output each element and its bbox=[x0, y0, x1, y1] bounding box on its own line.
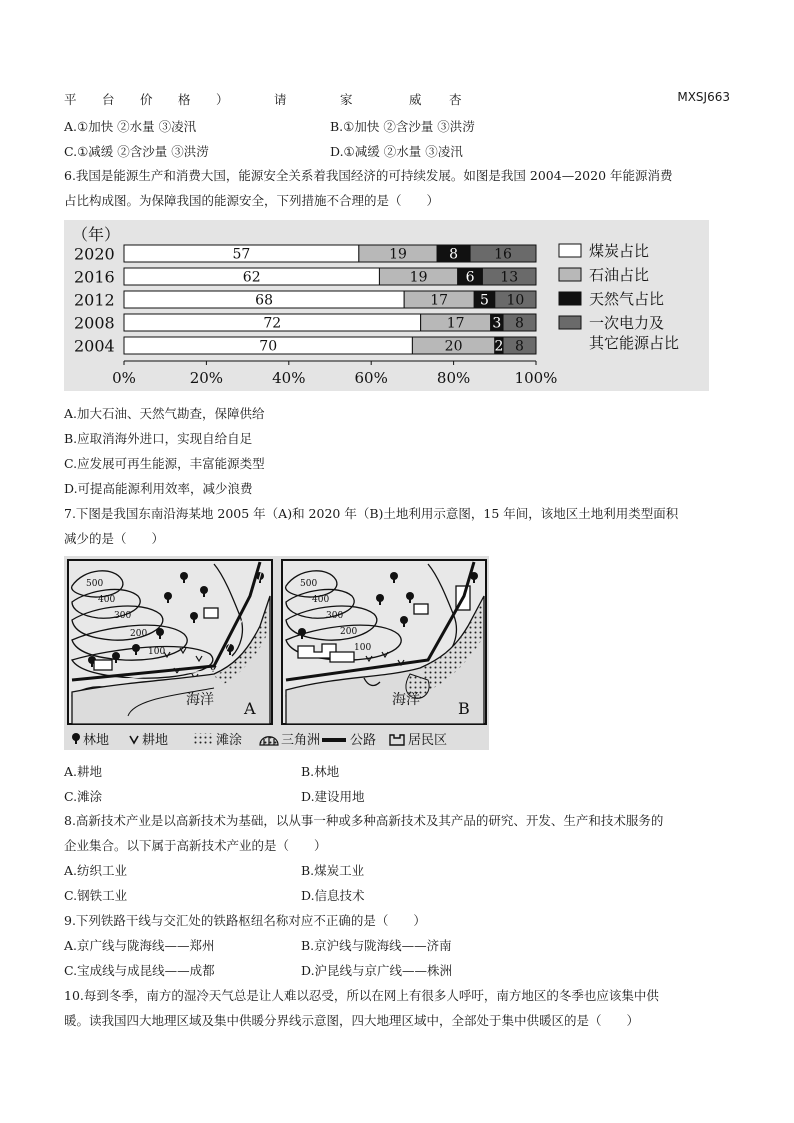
header-char: 威 bbox=[409, 92, 422, 107]
road-icon bbox=[322, 738, 346, 742]
energy-chart-figure bbox=[64, 220, 709, 391]
page-header bbox=[64, 90, 730, 108]
legend-road: 公路 bbox=[350, 733, 377, 748]
chart-x-tick-label: 60% bbox=[354, 369, 388, 387]
header-char: 杏 bbox=[449, 92, 462, 107]
contour-label: 100 bbox=[148, 647, 166, 657]
legend-residential: 居民区 bbox=[408, 733, 448, 748]
chart-data-label: 72 bbox=[263, 315, 282, 332]
q10-stem-line2: 暖。读我国四大地理区域及集中供暖分界线示意图，四大地理区域中，全部处于集中供暖区的是（ ） bbox=[64, 1013, 640, 1028]
chart-data-label: 10 bbox=[506, 292, 525, 309]
chart-x-tick-label: 40% bbox=[272, 369, 306, 387]
land-use-map-figure bbox=[64, 556, 489, 750]
tidal-flat-icon bbox=[192, 733, 214, 745]
tree-icon bbox=[72, 733, 80, 744]
chart-data-label: 70 bbox=[259, 338, 278, 355]
header-char: 价 bbox=[140, 92, 153, 107]
q5-option-d[interactable]: D.①减缓 ②水量 ③凌汛 bbox=[330, 144, 463, 159]
chart-data-label: 8 bbox=[515, 338, 524, 355]
legend-forest: 林地 bbox=[83, 733, 110, 748]
chart-data-label: 17 bbox=[430, 292, 449, 309]
q9-option-c[interactable]: C.宝成线与成昆线——成都 bbox=[64, 963, 215, 978]
q9-option-a[interactable]: A.京广线与陇海线——郑州 bbox=[64, 938, 215, 953]
chart-x-tick-label: 100% bbox=[514, 369, 558, 387]
chart-data-label: 68 bbox=[255, 292, 273, 309]
chart-data-label: 5 bbox=[480, 292, 489, 309]
q6-stem-line2: 占比构成图。为保障我国的能源安全，下列措施不合理的是（ ） bbox=[64, 193, 440, 208]
header-char: 请 bbox=[274, 92, 287, 107]
q8-stem-line1: 8.高新技术产业是以高新技术为基础，以从事一种或多种高新技术及其产品的研究、开发、生产和技术服务的 bbox=[64, 813, 664, 828]
farmland-icon bbox=[130, 736, 138, 743]
q8-stem-line2: 企业集合。以下属于高新技术产业的是（ ） bbox=[64, 838, 327, 853]
chart-data-label: 57 bbox=[232, 246, 251, 263]
sea-label-b: 海洋 bbox=[392, 692, 420, 708]
chart-data-label: 3 bbox=[492, 315, 502, 332]
q9-stem: 9.下列铁路干线与交汇处的铁路枢纽名称对应不正确的是（ ） bbox=[64, 913, 426, 928]
q7-option-c[interactable]: C.滩涂 bbox=[64, 789, 103, 804]
q6-option-d[interactable]: D.可提高能源利用效率，减少浪费 bbox=[64, 481, 253, 496]
q9-option-d[interactable]: D.沪昆线与京广线——株洲 bbox=[301, 963, 453, 978]
legend-farmland: 耕地 bbox=[142, 733, 169, 748]
chart-x-tick-label: 20% bbox=[189, 369, 224, 387]
chart-data-label: 19 bbox=[409, 269, 428, 286]
contour-label: 100 bbox=[354, 643, 372, 653]
q6-option-b[interactable]: B.应取消海外进口，实现自给自足 bbox=[64, 431, 253, 446]
q7-stem-line2: 减少的是（ ） bbox=[64, 531, 165, 546]
q7-option-b[interactable]: B.林地 bbox=[301, 764, 340, 779]
chart-legend-swatch bbox=[559, 292, 581, 305]
q9-option-b[interactable]: B.京沪线与陇海线——济南 bbox=[301, 938, 452, 953]
chart-data-label: 6 bbox=[465, 269, 475, 286]
residential-icon bbox=[390, 735, 404, 745]
chart-legend-swatch bbox=[559, 244, 581, 257]
chart-legend-label: 天然气占比 bbox=[589, 290, 665, 308]
map-legend bbox=[72, 732, 447, 748]
q6-option-a[interactable]: A.加大石油、天然气勘查，保障供给 bbox=[64, 406, 265, 421]
chart-category-label: 2008 bbox=[74, 313, 115, 333]
contour-label: 200 bbox=[130, 629, 148, 639]
chart-legend-label: 煤炭占比 bbox=[589, 242, 650, 260]
chart-category-label: 2016 bbox=[74, 267, 115, 287]
header-char: 家 bbox=[340, 92, 353, 107]
contour-label: 300 bbox=[326, 611, 344, 621]
contour-label: 300 bbox=[114, 611, 132, 621]
chart-legend-swatch bbox=[559, 268, 581, 281]
energy-stacked-bar-chart bbox=[64, 220, 709, 391]
chart-data-label: 8 bbox=[449, 246, 459, 263]
chart-data-label: 13 bbox=[500, 269, 519, 286]
chart-data-label: 62 bbox=[242, 269, 261, 286]
chart-legend-swatch bbox=[559, 316, 581, 329]
chart-data-label: 2 bbox=[494, 338, 504, 355]
header-char: 格 bbox=[178, 92, 191, 107]
map-panel-b bbox=[282, 560, 486, 724]
q8-option-c[interactable]: C.钢铁工业 bbox=[64, 888, 128, 903]
delta-icon bbox=[260, 737, 278, 745]
contour-label: 400 bbox=[98, 595, 116, 605]
q8-option-a[interactable]: A.纺织工业 bbox=[64, 863, 128, 878]
q7-option-d[interactable]: D.建设用地 bbox=[301, 789, 365, 804]
doc-code: MXSJ663 bbox=[677, 90, 730, 104]
chart-y-axis-label: （年） bbox=[72, 225, 121, 244]
q5-option-c[interactable]: C.①减缓 ②含沙量 ③洪涝 bbox=[64, 144, 209, 159]
contour-label: 500 bbox=[86, 579, 104, 589]
panel-a-label: A bbox=[244, 699, 256, 718]
chart-category-label: 2004 bbox=[74, 336, 115, 356]
chart-data-label: 8 bbox=[515, 315, 524, 332]
q6-option-c[interactable]: C.应发展可再生能源，丰富能源类型 bbox=[64, 456, 265, 471]
q7-option-a[interactable]: A.耕地 bbox=[64, 764, 103, 779]
contour-label: 500 bbox=[300, 579, 318, 589]
q10-stem-line1: 10.每到冬季，南方的湿冷天气总是让人难以忍受，所以在网上有很多人呼吁，南方地区的冬季也应该集中供 bbox=[64, 988, 659, 1003]
chart-category-label: 2012 bbox=[74, 290, 115, 310]
q8-option-b[interactable]: B.煤炭工业 bbox=[301, 863, 365, 878]
chart-x-tick-label: 0% bbox=[112, 369, 136, 387]
chart-legend-label: 石油占比 bbox=[589, 266, 650, 284]
chart-data-label: 20 bbox=[444, 338, 463, 355]
map-panel-a bbox=[68, 560, 272, 724]
chart-category-label: 2020 bbox=[74, 244, 115, 264]
q5-option-a[interactable]: A.①加快 ②水量 ③凌汛 bbox=[64, 119, 197, 134]
panel-b-label: B bbox=[458, 699, 470, 718]
chart-legend-label: 一次电力及其它能源占比 bbox=[589, 314, 680, 352]
q7-stem-line1: 7.下图是我国东南沿海某地 2005 年（A)和 2020 年（B)土地利用示意图，15 年间，该地区土地利用类型面积 bbox=[64, 506, 679, 521]
header-char: 台 bbox=[102, 92, 115, 107]
legend-tidal: 滩涂 bbox=[216, 733, 243, 748]
chart-x-tick-label: 80% bbox=[436, 369, 471, 387]
land-use-map bbox=[64, 556, 489, 750]
contour-label: 200 bbox=[340, 627, 358, 637]
q5-option-b[interactable]: B.①加快 ②含沙量 ③洪涝 bbox=[330, 119, 475, 134]
chart-data-label: 19 bbox=[389, 246, 407, 263]
header-char: 平 bbox=[64, 92, 77, 107]
sea-label-a: 海洋 bbox=[186, 692, 214, 708]
chart-data-label: 17 bbox=[446, 315, 465, 332]
q6-stem-line1: 6.我国是能源生产和消费大国，能源安全关系着我国经济的可持续发展。如图是我国 2004—2020 年能源消费 bbox=[64, 168, 673, 183]
q8-option-d[interactable]: D.信息技术 bbox=[301, 888, 365, 903]
chart-data-label: 16 bbox=[494, 246, 512, 263]
header-char: ） bbox=[216, 92, 229, 107]
legend-delta: 三角洲 bbox=[281, 733, 321, 748]
contour-label: 400 bbox=[312, 595, 330, 605]
